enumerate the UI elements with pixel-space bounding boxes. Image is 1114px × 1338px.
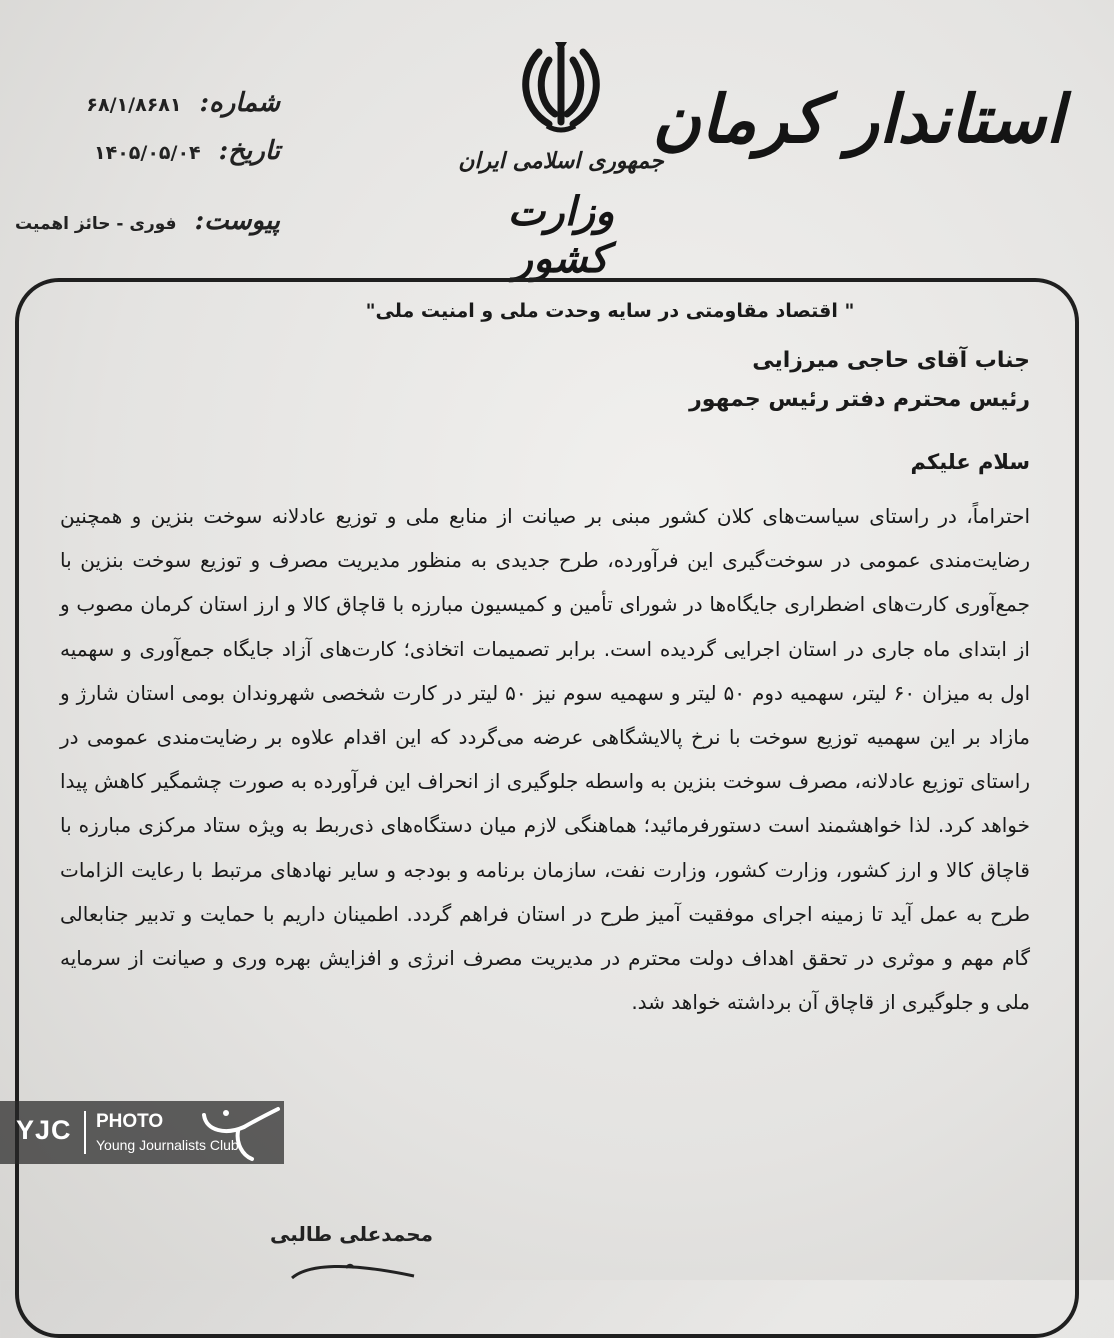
yjc-watermark <box>0 1101 284 1164</box>
attachment-label: پیوست: <box>194 206 280 236</box>
date-row <box>94 136 280 166</box>
iran-emblem-icon <box>511 38 611 138</box>
date-value: ۱۴۰۵/۰۵/۰۴ <box>94 142 201 164</box>
ministry-header <box>456 38 666 282</box>
attachment-row <box>15 206 280 236</box>
attachment-value: فوری - حائز اهمیت <box>15 214 177 234</box>
ministry-name: وزارت کشور <box>507 188 615 282</box>
governor-title: استاندار کرمان <box>652 80 1064 158</box>
watermark-divider <box>84 1111 86 1154</box>
watermark-subtitle: Young Journalists Club <box>96 1137 239 1153</box>
republic-name: جمهوری اسلامی ایران <box>458 148 664 174</box>
number-row <box>86 88 280 118</box>
recipient-name: جناب آقای حاجی میرزایی <box>752 348 1030 373</box>
number-label: شماره: <box>199 88 280 118</box>
watermark-brand: YJC <box>16 1115 72 1145</box>
signature-icon <box>288 1262 418 1280</box>
recipient-title: رئیس محترم دفتر رئیس جمهور <box>689 387 1030 412</box>
signer-name: محمدعلی طالبی <box>270 1222 434 1246</box>
letter-body <box>60 300 1040 1024</box>
yjc-logo-icon <box>196 1105 282 1163</box>
letter-paragraph: احتراماً، در راستای سیاست‌های کلان کشور مبنی بر صیانت از منابع ملی و توزیع عادلانه سوخت بنزین و همچنین رضایت‌مندی عمومی در سوخت‌گیری این فرآورده، طرح جدیدی به منظور مدیریت مصرف و توزیع سوخت بنزین با جمع‌آوری کارت‌های اضطراری جایگاه‌ها در شورای تأمین و کمیسیون مبارزه با قاچاق کالا و ارز استان کرمان مصوب و از ابتدای ماه جاری در استان اجرایی گردیده است. برابر تصمیمات اتخاذی؛ کارت‌های آزاد جایگاه جمع‌آوری و سهمیه اول به میزان ۶۰ لیتر، سهمیه دوم ۵۰ لیتر و سهمیه سوم نیز ۵۰ لیتر در کارت شخصی شهروندان بومی استان شارژ و مازاد بر این سهمیه توزیع سوخت با نرخ پالایشگاهی عرضه می‌گردد که این اقدام علاوه بر رضایت‌مندی عمومی در راستای توزیع عادلانه، مصرف سوخت بنزین به واسطه جلوگیری از انحراف این فرآورده به صورت چشمگیر کاهش پیدا خواهد کرد. لذا خواهشمند است دستورفرمائید؛ هماهنگی لازم میان دستگاه‌های ذی‌ربط به ویژه ستاد مرکزی مبارزه با قاچاق کالا و ارز کشور، وزارت کشور، وزارت نفت، سازمان برنامه و بودجه و سایر نهادهای مرتبط با رعایت الزامات طرح به عمل آید تا زمینه اجرای موفقیت آمیز طرح در استان فراهم گردد. اطمینان داریم با حمایت و تدبیر جنابعالی گام مهم و موثری در تحقق اهداف دولت محترم در مدیریت مصرف انرژی و افزایش بهره وری و صیانت از سرمایه ملی و جلوگیری از قاچاق آن برداشته خواهد شد. <box>60 504 1031 1015</box>
date-label: تاریخ: <box>218 136 280 166</box>
slogan: " اقتصاد مقاومتی در سایه وحدت ملی و امنیت ملی" <box>365 300 855 322</box>
greeting: سلام علیکم <box>910 450 1030 474</box>
watermark-photo: PHOTO <box>96 1111 164 1132</box>
number-value: ۶۸/۱/۸۶۸۱ <box>86 94 182 116</box>
